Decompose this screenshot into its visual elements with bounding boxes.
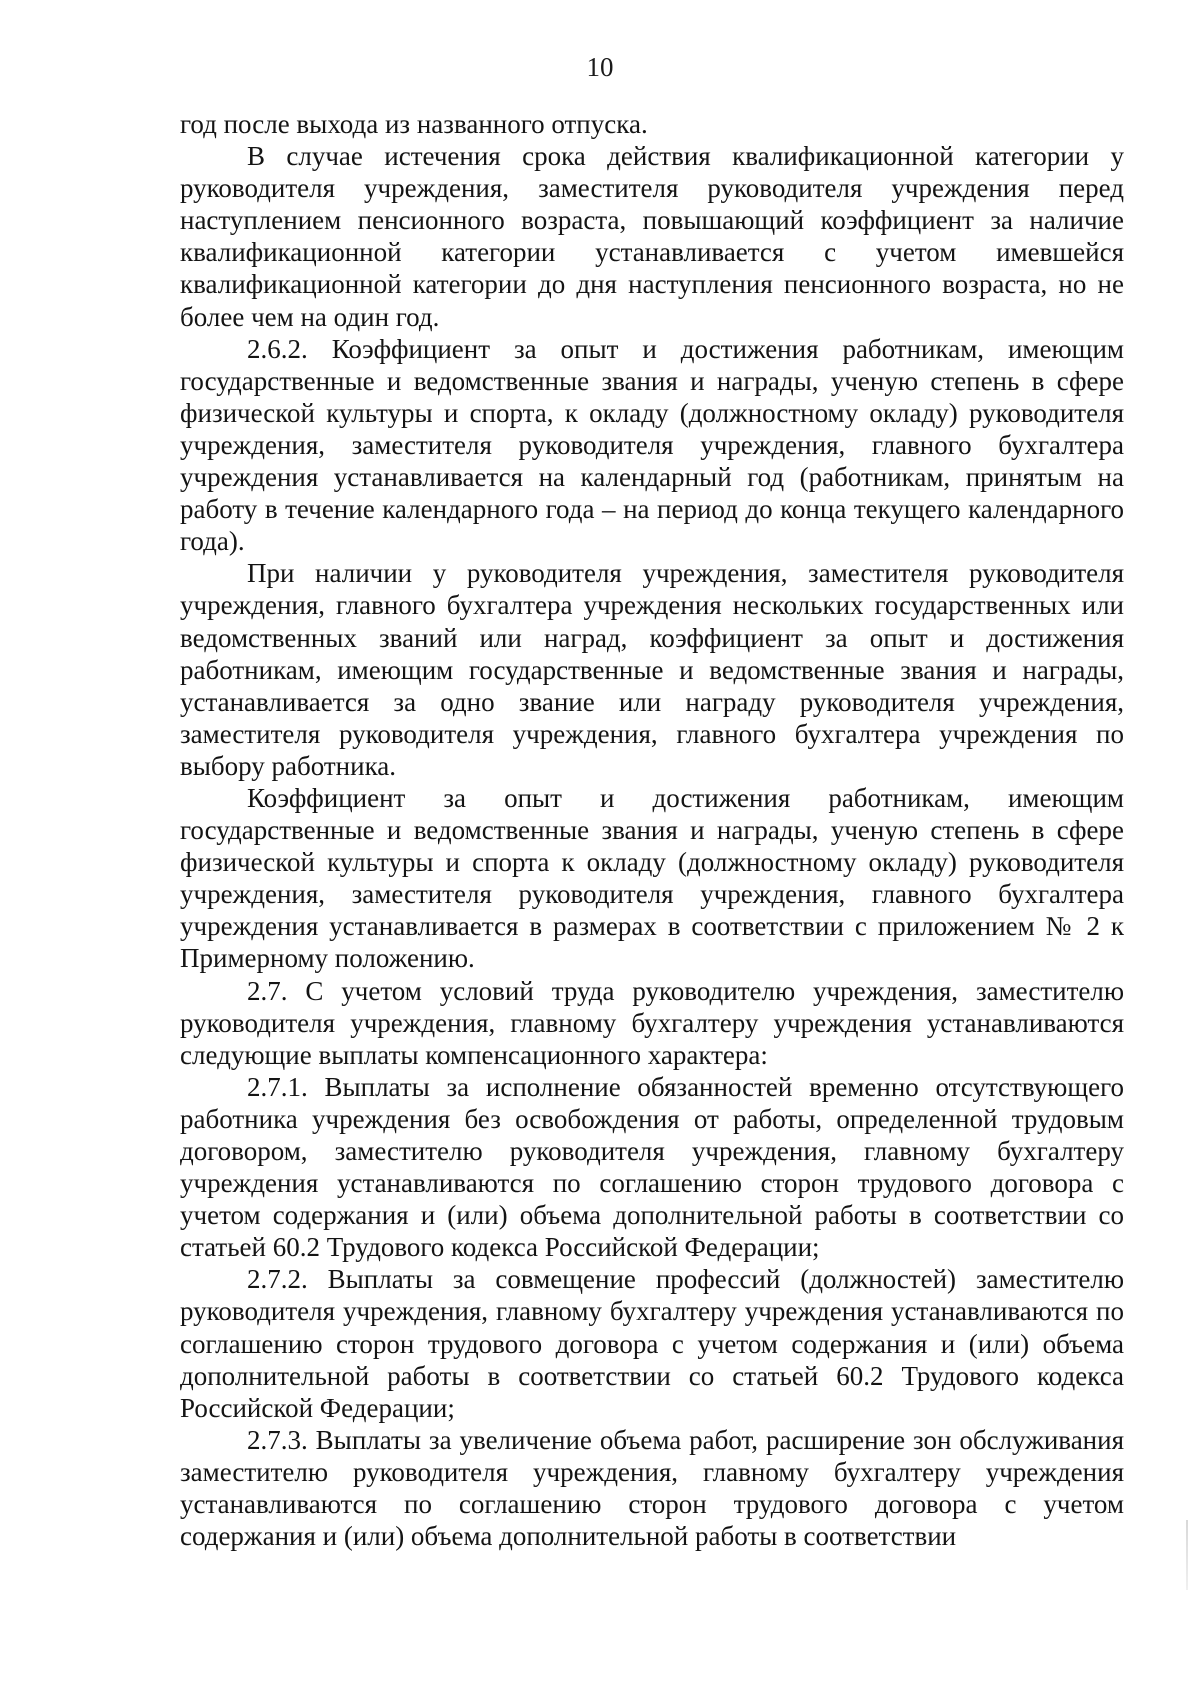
scan-edge-mark xyxy=(1186,1520,1188,1590)
paragraph-coefficient-sizes: Коэффициент за опыт и достижения работникам, имеющим государственные и ведомственные звания и награды, ученую степень в сфере физической культуры и спорта к окладу (должностному окладу) руководителя учреждения, заместителя руководителя учреждения, главного бухгалтера учреждения устанавливается в размерах в соответствии с приложением № 2 к Примерному положению. xyxy=(180,782,1124,974)
page-number: 10 xyxy=(586,52,614,82)
paragraph-2-7-2: 2.7.2. Выплаты за совмещение профессий (должностей) заместителю руководителя учреждения, главному бухгалтеру учреждения устанавливаются по соглашению сторон трудового договора с учетом содержания и (или) объема дополнительной работы в соответствии со статьей 60.2 Трудового кодекса Российской Федерации; xyxy=(180,1264,1124,1423)
paragraph-2-7: 2.7. С учетом условий труда руководителю учреждения, заместителю руководителя учреждения, главному бухгалтеру учреждения устанавливаются следующие выплаты компенсационного характера: xyxy=(180,975,1124,1070)
paragraph-continuation: год после выхода из названного отпуска. xyxy=(180,109,648,139)
paragraph-qualification-expiry: В случае истечения срока действия квалификационной категории у руководителя учреждения, заместителя руководителя учреждения перед наступлением пенсионного возраста, повышающий коэффициент за наличие квалификационной категории устанавливается с учетом имевшейся квалификационной категории до дня наступления пенсионного возраста, но не более чем на один год. xyxy=(180,141,1124,332)
document-body xyxy=(180,108,1124,1552)
paragraph-2-7-1: 2.7.1. Выплаты за исполнение обязанностей временно отсутствующего работника учреждения без освобождения от работы, определенной трудовым договором, заместителю руководителя учреждения, главному бухгалтеру учреждения устанавливаются по соглашению сторон трудового договора с учетом содержания и (или) объема дополнительной работы в соответствии со статьей 60.2 Трудового кодекса Российской Федерации; xyxy=(180,1071,1124,1263)
paragraph-2-7-3: 2.7.3. Выплаты за увеличение объема работ, расширение зон обслуживания заместителю руководителя учреждения, главному бухгалтеру учреждения устанавливаются по соглашению сторон трудового договора с учетом содержания и (или) объема дополнительной работы в соответствии xyxy=(180,1424,1124,1552)
paragraph-multiple-awards: При наличии у руководителя учреждения, заместителя руководителя учреждения, главного бухгалтера учреждения нескольких государственных или ведомственных званий или наград, коэффициент за опыт и достижения работникам, имеющим государственные и ведомственные звания и награды, устанавливается за одно звание или награду руководителя учреждения, заместителя руководителя учреждения, главного бухгалтера учреждения по выбору работника. xyxy=(180,558,1124,781)
paragraph-2-6-2: 2.6.2. Коэффициент за опыт и достижения работникам, имеющим государственные и ведомственные звания и награды, ученую степень в сфере физической культуры и спорта, к окладу (должностному окладу) руководителя учреждения, заместителя руководителя учреждения, главного бухгалтера учреждения устанавливается на календарный год (работникам, принятым на работу в течение календарного года – на период до конца текущего календарного года). xyxy=(180,333,1124,557)
